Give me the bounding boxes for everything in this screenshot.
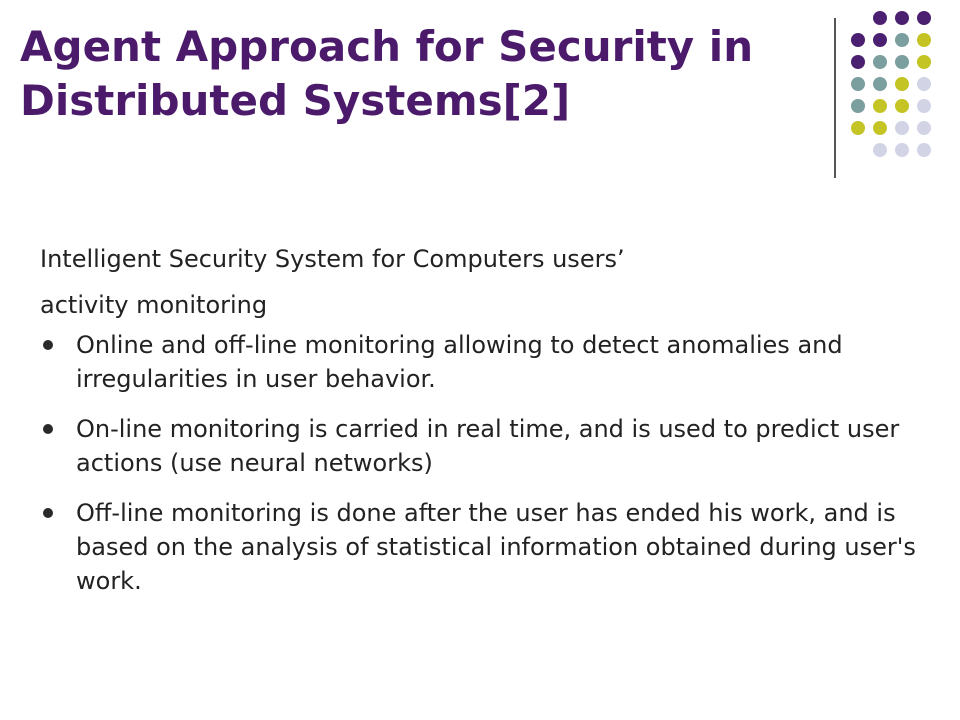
decorative-dot (873, 121, 887, 135)
decorative-dot (917, 77, 931, 91)
decorative-dot (873, 33, 887, 47)
decorative-dot (851, 99, 865, 113)
decorative-dot (917, 99, 931, 113)
bullet-item (40, 328, 920, 396)
decorative-dot (873, 11, 887, 25)
decorative-dot (851, 121, 865, 135)
bullet-item (40, 496, 920, 598)
decorative-dot (873, 55, 887, 69)
bullet-icon (43, 508, 53, 518)
decorative-dot (917, 143, 931, 157)
decorative-dot (895, 121, 909, 135)
slide-title: Agent Approach for Security in Distributed Systems[2] (20, 22, 754, 125)
decorative-dot (873, 143, 887, 157)
decorative-dot (895, 33, 909, 47)
bullet-icon (43, 340, 53, 350)
intro-line-2: activity monitoring (40, 291, 268, 319)
decorative-dot (917, 121, 931, 135)
decorative-dot (917, 55, 931, 69)
decorative-dot (851, 77, 865, 91)
decorative-dot (895, 143, 909, 157)
decorative-dot (851, 55, 865, 69)
decorative-dot (895, 99, 909, 113)
decorative-dot (851, 33, 865, 47)
bullet-list (40, 328, 920, 598)
decorative-dot (873, 99, 887, 113)
decorative-dot (917, 11, 931, 25)
decorative-dot (917, 33, 931, 47)
decorative-dot (895, 11, 909, 25)
title-divider (834, 18, 836, 178)
slide-body (40, 236, 920, 614)
intro-line-1: Intelligent Security System for Computers users’ (40, 245, 625, 273)
decorative-dot (895, 55, 909, 69)
bullet-item (40, 412, 920, 480)
decorative-dot (873, 77, 887, 91)
bullet-text: Online and off-line monitoring allowing to detect anomalies and irregularities in user behavior. (76, 331, 843, 393)
bullet-icon (43, 424, 53, 434)
bullet-text: Off-line monitoring is done after the user has ended his work, and is based on the analysis of statistical information obtained during user's work. (76, 499, 916, 595)
decorative-dot (895, 77, 909, 91)
bullet-text: On-line monitoring is carried in real time, and is used to predict user actions (use neural networks) (76, 415, 900, 477)
